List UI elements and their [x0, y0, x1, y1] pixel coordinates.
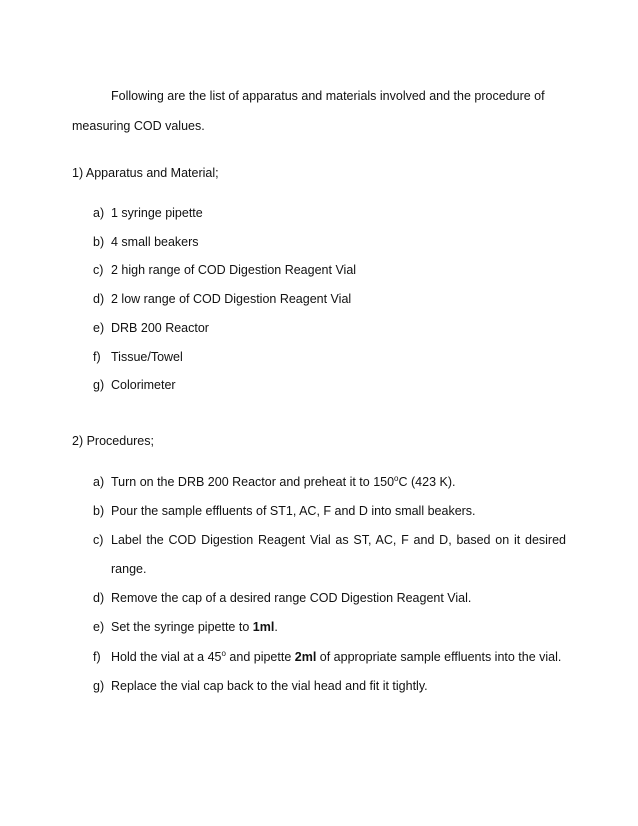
list-item [111, 474, 455, 490]
text-segment: . [274, 620, 278, 634]
list-item: 2 high range of COD Digestion Reagent Vial [111, 263, 357, 277]
bold-value: 1ml [252, 620, 275, 634]
list-marker: a) [93, 206, 105, 220]
list-item: DRB 200 Reactor [111, 321, 209, 335]
list-item: 2 low range of COD Digestion Reagent Vial [111, 292, 352, 306]
list-marker: e) [93, 321, 105, 335]
list-item: Pour the sample effluents of ST1, AC, F and D into small beakers. [111, 504, 476, 518]
list-marker: f) [93, 650, 101, 664]
list-item: Tissue/Towel [111, 350, 183, 364]
list-marker: d) [93, 591, 105, 605]
text-segment: Set the syringe pipette to [111, 620, 253, 634]
list-marker: d) [93, 292, 105, 306]
text-segment: C (423 K). [398, 475, 456, 489]
text-segment: and pipette [225, 650, 295, 664]
bold-value: 2ml [294, 650, 317, 664]
list-marker: a) [93, 475, 105, 489]
section-heading-apparatus: 1) Apparatus and Material; [72, 166, 219, 180]
degree-superscript: o [394, 474, 399, 483]
list-item-line-2: range. [111, 562, 147, 576]
list-item: Remove the cap of a desired range COD Digestion Reagent Vial. [111, 591, 472, 605]
list-marker: f) [93, 350, 101, 364]
list-item: 1 syringe pipette [111, 206, 203, 220]
list-item: 4 small beakers [111, 235, 199, 249]
text-segment: of appropriate sample effluents into the vial. [316, 650, 562, 664]
list-marker: b) [93, 235, 105, 249]
list-marker: e) [93, 620, 105, 634]
degree-superscript: o [221, 649, 226, 658]
text-segment: Turn on the DRB 200 Reactor and preheat it to 150 [111, 475, 395, 489]
list-marker: g) [93, 378, 105, 392]
section-heading-procedures: 2) Procedures; [72, 434, 154, 448]
text-segment: Hold the vial at a 45 [111, 650, 222, 664]
list-marker: b) [93, 504, 105, 518]
intro-line-2: measuring COD values. [72, 119, 205, 133]
list-item [111, 619, 278, 635]
list-marker: c) [93, 533, 104, 547]
list-item: Replace the vial cap back to the vial head and fit it tightly. [111, 679, 428, 693]
list-marker: c) [93, 263, 104, 277]
intro-line-1: Following are the list of apparatus and materials involved and the procedure of [111, 89, 545, 103]
list-item: Colorimeter [111, 378, 176, 392]
list-item [111, 649, 561, 665]
list-marker: g) [93, 679, 105, 693]
list-item-line-1: Label the COD Digestion Reagent Vial as ST, AC, F and D, based on it desired [111, 533, 566, 547]
